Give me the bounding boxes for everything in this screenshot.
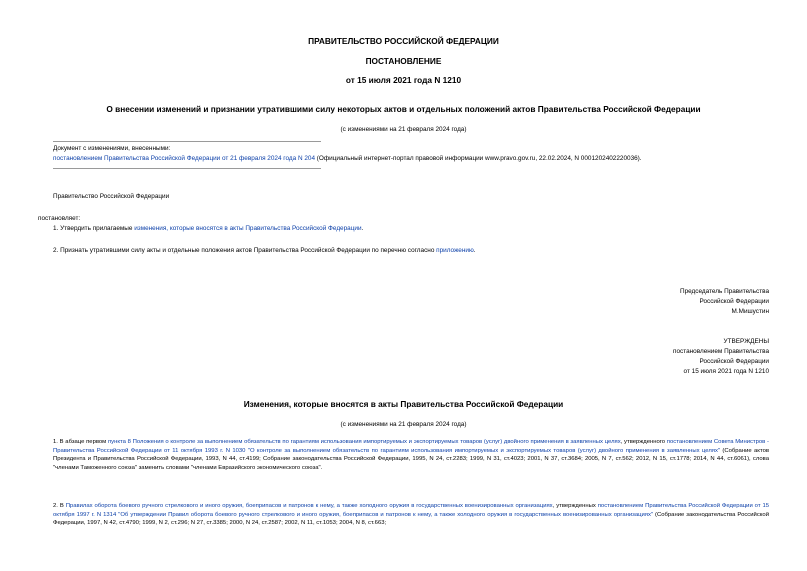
decree-1030-link[interactable]: постановлением Совета Министров - Правительства Российской Федерации от 11 октября 1993 г. N 1030 "О контроле за выполнением обязательств по гарантиям использования импортируемых и экспортируемых товаров (услуг) двойного применения в заявленных целях" (53, 439, 769, 454)
approved-date: от 15 июля 2021 года N 1210 (683, 368, 769, 375)
changes-paragraph-1: 1. В абзаце первом пункта 8 Положения о контроле за выполнением обязательств по гарантиям использования импортируемых и экспортируемых товаров (услуг) двойного применения в заявленных целях, утвержденного постановлением Совета Министров - Правительства Российской Федерации от 11 октября 1993 г. N 1030 "О контроле за выполнением обязательств по гарантиям использования импортируемых и экспортируемых товаров (услуг) двойного применения в заявленных целях" (Собрание актов Президента и Правительства Российской Федерации, 1993, N 44, ст.4199; Собрание законодательства Российской Федерации, 1995, N 24, ст.2283; 1999, N 31, ст.4023; 2001, N 37, ст.3684; 2005, N 7, ст.562; 2012, N 15, ст.1778; 2014, N 44, ст.6061), слова "членами Таможенного союза" заменить словами "членами Евразийского экономического союза". (53, 439, 769, 471)
government-name: ПРАВИТЕЛЬСТВО РОССИЙСКОЙ ФЕДЕРАЦИИ (308, 36, 499, 46)
amendments-label: Документ с изменениями, внесенными: (53, 145, 171, 152)
document-date-number: от 15 июля 2021 года N 1210 (345, 75, 462, 85)
changes-paragraph-2: 2. В Правилах оборота боевого ручного стрелкового и иного оружия, боеприпасов и патронов к нему, а также холодного оружия в государственных военизированных организациях, утвержденных постановлением Правительства Российской Федерации от 15 октября 1997 г. N 1314 "Об утверждении Правил оборота боевого ручного стрелкового и иного оружия, боеприпасов и патронов к нему, а также холодного оружия в государственных военизированных организациях" (Собрание законодательства Российской Федерации, 1997, N 42, ст.4790; 1999, N 2, ст.296; N 27, ст.3385; 2000, N 24, ст.2587; 2002, N 11, ст.1053; 2004, N 8, ст.663; (53, 503, 769, 527)
approved-heading: УТВЕРЖДЕНЫ (723, 338, 769, 345)
amendment-source: (Официальный интернет-портал правовой информации www.pravo.gov.ru, 22.02.2024, N 0001202402220036). (315, 155, 642, 162)
amendments-entry (53, 154, 642, 163)
appendix-link[interactable]: приложению (436, 247, 474, 254)
resolves-word: постановляет: (38, 215, 81, 222)
signature-org: Российской Федерации (699, 298, 769, 305)
issuing-body: Правительство Российской Федерации (53, 193, 170, 200)
resolution-item-2: 2. Признать утратившими силу акты и отдельные положения актов Правительства Российской Федерации по перечню согласно приложению. (53, 247, 476, 254)
amendments-top-divider (53, 141, 321, 142)
approved-by: постановлением Правительства (673, 348, 769, 355)
changes-title: Изменения, которые вносятся в акты Правительства Российской Федерации (243, 399, 564, 409)
regulation-8-link[interactable]: пункта 8 Положения о контроле за выполнением обязательств по гарантиям использования импортируемых и экспортируемых товаров (услуг) двойного применения в заявленных целях (107, 439, 621, 445)
decree-1314-link[interactable]: постановлением Правительства Российской Федерации от 15 октября 1997 г. N 1314 "Об утверждении Правил оборота боевого ручного стрелкового и иного оружия, боеприпасов и патронов к нему, а также холодного оружия в государственных военизированных организациях" (53, 503, 769, 518)
changes-revision-note: (с изменениями на 21 февраля 2024 года) (340, 421, 467, 428)
amendment-link[interactable]: постановлением Правительства Российской Федерации от 21 февраля 2024 года N 204 (53, 155, 316, 162)
signature-title: Председатель Правительства (680, 288, 769, 295)
amendments-bottom-divider (53, 168, 321, 169)
revision-note: (с изменениями на 21 февраля 2024 года) (340, 126, 467, 133)
approved-org: Российской Федерации (699, 358, 769, 365)
resolution-item-1: 1. Утвердить прилагаемые изменения, которые вносятся в акты Правительства Российской Федерации. (53, 225, 364, 232)
document-title: О внесении изменений и признании утратившими силу некоторых актов и отдельных положений актов Правительства Российской Федерации (106, 104, 701, 114)
weapons-rules-link[interactable]: Правилах оборота боевого ручного стрелкового и иного оружия, боеприпасов и патронов к нему, а также холодного оружия в государственных военизированных организациях (65, 503, 553, 509)
signature-name: М.Мишустин (731, 308, 769, 315)
changes-link[interactable]: изменения, которые вносятся в акты Правительства Российской Федерации (134, 225, 362, 232)
document-type: ПОСТАНОВЛЕНИЕ (365, 56, 442, 66)
